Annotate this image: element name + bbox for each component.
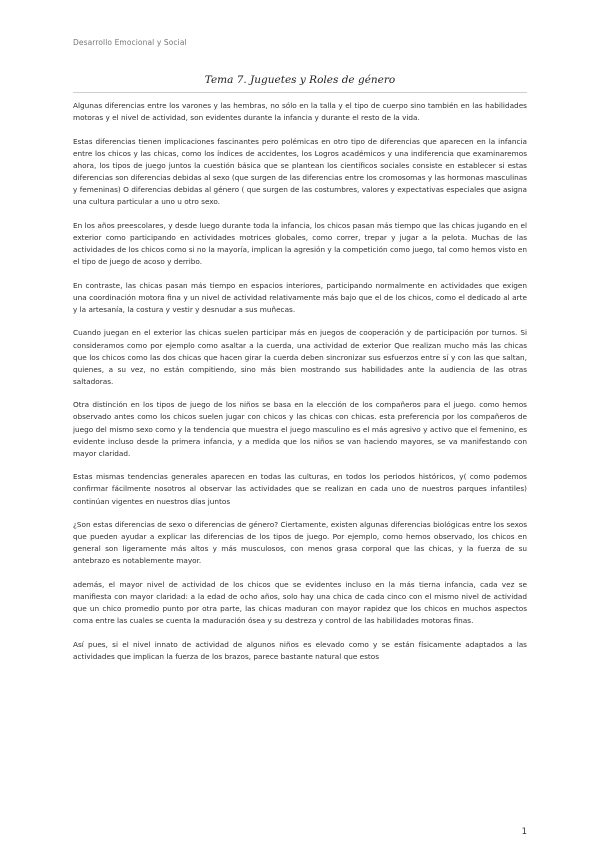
paragraph: además, el mayor nivel de actividad de los chicos que se evidentes incluso en la más tierna infancia, cada vez se manifiesta con mayor claridad: a la edad de ocho años, solo hay una chica de cada cinco con el mismo nivel de actividad que un chico promedio punto por otra parte, las chicas maduran con mayor rapidez que los chicos en muchos aspectos coma entre las cuales se cuenta la maduración ósea y su destreza y control de las habilidades motoras finas. — [73, 580, 527, 626]
page-number: 1 — [521, 827, 527, 837]
paragraph: ¿Son estas diferencias de sexo o diferencias de género? Ciertamente, existen algunas diferencias biológicas entre los sexos que pueden ayudar a explicar las diferencias de los tipos de juego. Por ejemplo, como hemos observado, los chicos en general son ligeramente más altos y más musculosos, con menos grasa corporal que las chicas, y la fuerza de su antebrazo es notablemente mayor. — [73, 520, 527, 566]
paragraph: En contraste, las chicas pasan más tiempo en espacios interiores, participando normalmente en actividades que exigen una coordinación motora fina y un nivel de actividad relativamente más bajo que el de los chicos, como el dedicado al arte y la artesanía, la costura y vestir y desnudar a sus muñecas. — [73, 280, 527, 314]
paragraph: Algunas diferencias entre los varones y las hembras, no sólo en la talla y el tipo de cuerpo sino también en las habilidades motoras y el nivel de actividad, son evidentes durante la infancia y durante el resto de la vida. — [73, 101, 527, 123]
paragraph: Estas diferencias tienen implicaciones fascinantes pero polémicas en otro tipo de diferencias que aparecen en la infancia entre los chicos y las chicas, como los índices de accidentes, los Logros académicos y una indiferencia que examinaremos ahora, los tipos de juego juntos la cuestión básica que se plantean los científicos sociales consiste en establecer si estas diferencias son diferencias debidas al sexo (que surgen de las diferencias entre los cromosomas y las hormonas masculinas y femeninas) O diferencias debidas al género ( que surgen de las costumbres, valores y expectativas especiales que asigna una cultura particular a uno u otro sexo. — [73, 136, 527, 207]
paragraph: En los años preescolares, y desde luego durante toda la infancia, los chicos pasan más tiempo que las chicas jugando en el exterior como participando en actividades motrices globales, como correr, trepar y jugar a la pelota. Muchas de las actividades de los chicos como si no la mayoría, implican la agresión y la competición como juego, tal como hemos visto en el tipo de juego de acoso y derribo. — [73, 220, 527, 267]
paragraph: Así pues, si el nivel innato de actividad de algunos niños es elevado como y se están físicamente adaptados a las actividades que implican la fuerza de los brazos, parece bastante natural que estos — [73, 639, 527, 661]
chapter-title: Tema 7. Juguetes y Roles de género — [204, 74, 396, 86]
document-body — [73, 100, 527, 675]
paragraph: Estas mismas tendencias generales aparecen en todas las culturas, en todos los periodos históricos, y( como podemos confirmar fácilmente nosotros al observar las actividades que se realizan en cada uno de nuestros parques infantiles) continúan vigentes en nuestros días juntos — [73, 472, 527, 506]
running-header: Desarrollo Emocional y Social — [73, 38, 187, 47]
paragraph: Cuando juegan en el exterior las chicas suelen participar más en juegos de cooperación y de participación por turnos. Si consideramos como por ejemplo como asaltar a la cuerda, una actividad de exterior Que realizan mucho más las chicas que los chicos como las dos chicas que hacen girar la cuerda deben sincronizar sus esfuerzos entre sí y con las que saltan, quienes, a su vez, no están compitiendo, sino más bien mostrando sus habilidades ante la audiencia de las otras saltadoras. — [73, 328, 527, 386]
title-divider — [73, 92, 527, 93]
paragraph: Otra distinción en los tipos de juego de los niños se basa en la elección de los compañeros para el juego. como hemos observado antes como los chicos suelen jugar con chicos y las chicas con chicas. esta preferencia por los compañeros de juego del mismo sexo como y la tendencia que muestra el juego masculino es el más agresivo y activo que el femenino, es evidente incluso desde la primera infancia, y a medida que los niños se van haciendo mayores, se va manifestando con mayor claridad. — [73, 400, 527, 458]
